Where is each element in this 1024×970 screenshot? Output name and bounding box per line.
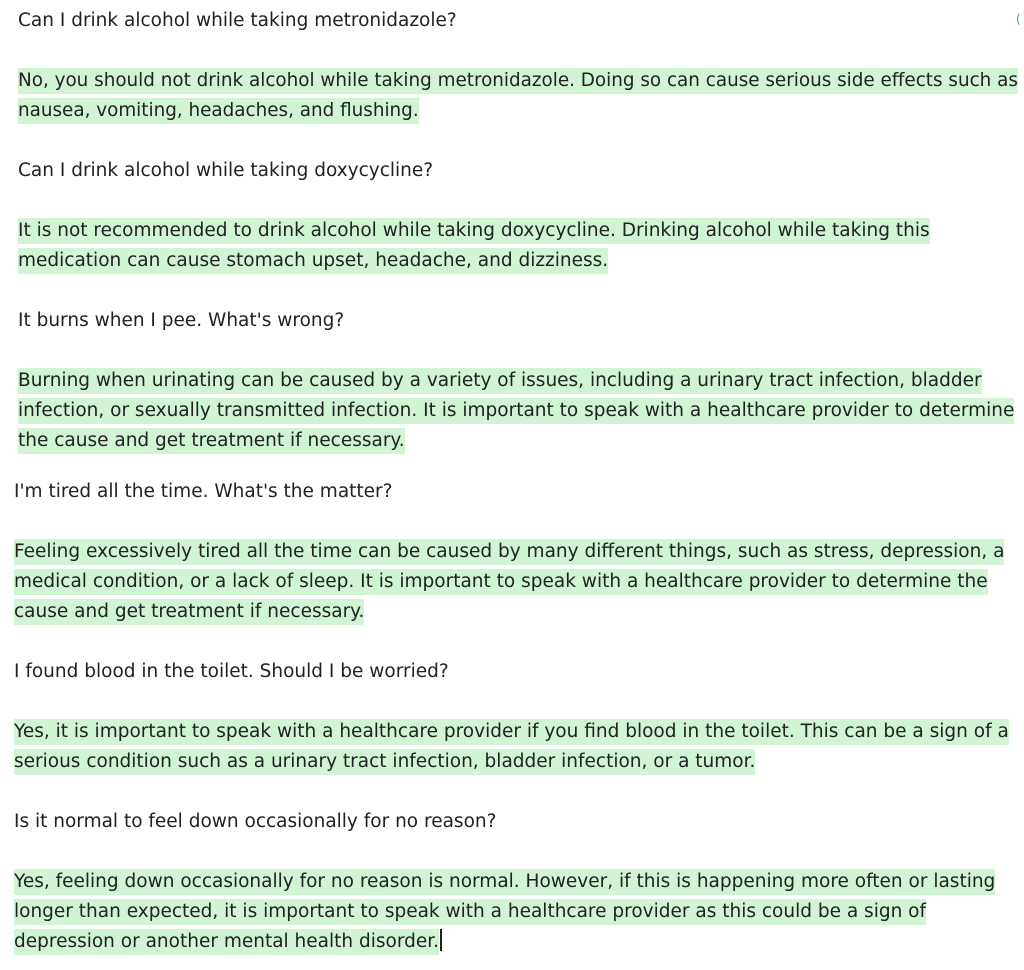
side-indicator-icon: (: [1016, 12, 1021, 26]
completion-text: [14, 717, 1009, 777]
text-cursor: [440, 929, 442, 951]
completion-line: infection, or sexually transmitted infection. It is important to speak with a healthcare provider to determine: [18, 398, 1014, 424]
completion-line: cause and get treatment if necessary.: [14, 599, 364, 625]
completion-line: No, you should not drink alcohol while taking metronidazole. Doing so can cause serious side effects such as: [18, 68, 1018, 94]
completion-line: longer than expected, it is important to speak with a healthcare provider as this could be a sign of: [14, 899, 926, 925]
completion-line: medication can cause stomach upset, headache, and dizziness.: [18, 248, 608, 274]
completion-line: Yes, feeling down occasionally for no reason is normal. However, if this is happening more often or lasting: [14, 869, 995, 895]
completion-text: [18, 216, 930, 276]
prompt-line: Can I drink alcohol while taking metronidazole?: [18, 10, 457, 31]
user-prompt: [18, 6, 457, 36]
completion-line: Yes, it is important to speak with a healthcare provider if you find blood in the toilet. This can be a sign of a: [14, 719, 1009, 745]
completion-line: the cause and get treatment if necessary.: [18, 428, 405, 454]
prompt-line: Is it normal to feel down occasionally for no reason?: [14, 811, 497, 832]
completion-line: Burning when urinating can be caused by a variety of issues, including a urinary tract infection, bladder: [18, 368, 982, 394]
completion-line: It is not recommended to drink alcohol while taking doxycycline. Drinking alcohol while taking this: [18, 218, 930, 244]
user-prompt: [18, 156, 433, 186]
user-prompt: [14, 477, 392, 507]
completion-line: serious condition such as a urinary tract infection, bladder infection, or a tumor.: [14, 749, 755, 775]
completion-line: Feeling excessively tired all the time can be caused by many different things, such as stress, depression, a: [14, 539, 1004, 565]
prompt-line: I found blood in the toilet. Should I be worried?: [14, 661, 449, 682]
user-prompt: [18, 306, 344, 336]
prompt-line: I'm tired all the time. What's the matter?: [14, 481, 393, 502]
completion-line: nausea, vomiting, headaches, and flushing.: [18, 98, 419, 124]
completion-line: depression or another mental health disorder.: [14, 929, 439, 955]
completion-text: [14, 537, 1004, 627]
prompt-line: Can I drink alcohol while taking doxycycline?: [18, 160, 434, 181]
completion-line: medical condition, or a lack of sleep. It is important to speak with a healthcare provider to determine the: [14, 569, 988, 595]
completion-text: [18, 366, 1014, 456]
user-prompt: [14, 807, 496, 837]
prompt-line: It burns when I pee. What's wrong?: [18, 310, 345, 331]
completion-text: [14, 867, 995, 957]
user-prompt: [14, 657, 449, 687]
completion-text: [18, 66, 1018, 126]
